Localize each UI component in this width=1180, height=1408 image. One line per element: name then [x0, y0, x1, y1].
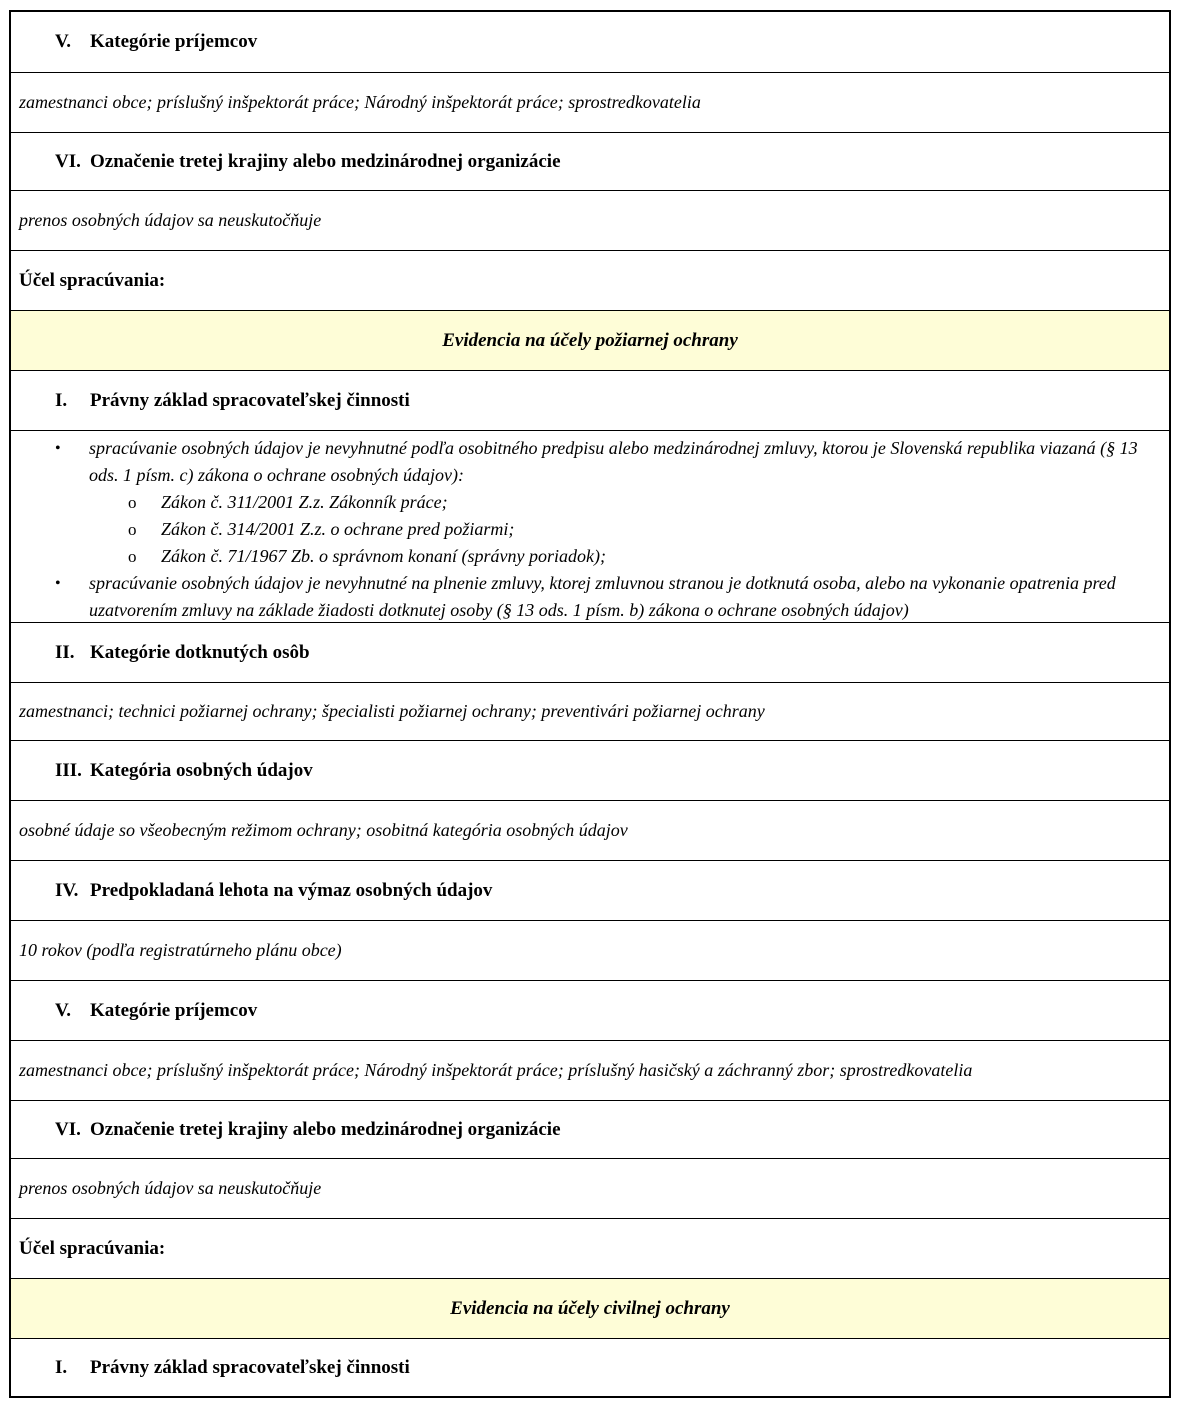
list-item-text: spracúvanie osobných údajov je nevyhnutné podľa osobitného predpisu alebo medzinárodnej zmluvy, ktorou je Slovenská republika viazaná (§ 13 ods. 1 písm. c) zákona o ochrane osobných údajov): [89, 438, 1138, 485]
section-title: Kategórie príjemcov [90, 999, 258, 1021]
section-title: Predpokladaná lehota na výmaz osobných údajov [90, 879, 493, 901]
section-text: zamestnanci; technici požiarnej ochrany; špecialisti požiarnej ochrany; preventivári požiarnej ochrany [19, 701, 765, 721]
recipients-value [11, 1040, 1169, 1100]
section-text: prenos osobných údajov sa neuskutočňuje [19, 1178, 322, 1198]
recipients-value [11, 72, 1169, 132]
sub-list-item [11, 489, 1169, 516]
purpose-label-row [11, 1218, 1169, 1278]
circle-bullet-icon: o [128, 547, 137, 566]
section-number: II. [55, 641, 75, 663]
bullet-icon: • [55, 575, 61, 592]
section-title: Právny základ spracovateľskej činnosti [90, 389, 410, 411]
section-text: osobné údaje so všeobecným režimom ochrany; osobitná kategória osobných údajov [19, 820, 628, 840]
purpose-title-row [11, 310, 1169, 370]
section-title: Kategórie dotknutých osôb [90, 641, 310, 663]
section-text: 10 rokov (podľa registratúrneho plánu obce) [19, 940, 342, 960]
circle-bullet-icon: o [128, 493, 137, 512]
section-text: prenos osobných údajov sa neuskutočňuje [19, 210, 322, 230]
purpose-title-row [11, 1278, 1169, 1338]
section-number: V. [55, 31, 72, 52]
section-text: zamestnanci obce; príslušný inšpektorát práce; Národný inšpektorát práce; sprostredkovatelia [19, 92, 701, 112]
purpose-label: Účel spracúvania: [19, 1237, 166, 1259]
section-title: Právny základ spracovateľskej činnosti [90, 1356, 410, 1378]
circle-bullet-icon: o [128, 520, 137, 539]
list-item [11, 570, 1169, 624]
section-title: Kategória osobných údajov [90, 759, 313, 781]
third-country-value [11, 190, 1169, 250]
sub-list-item-text: Zákon č. 314/2001 Z.z. o ochrane pred požiarmi; [161, 519, 515, 539]
processing-records-table [9, 10, 1171, 1398]
data-category-value [11, 800, 1169, 860]
section-heading-third-country [11, 132, 1169, 190]
purpose-label-row [11, 250, 1169, 310]
retention-value [11, 920, 1169, 980]
section-title: Označenie tretej krajiny alebo medzinárodnej organizácie [90, 150, 561, 172]
sub-list-item [11, 516, 1169, 543]
section-text: zamestnanci obce; príslušný inšpektorát práce; Národný inšpektorát práce; príslušný hasičský a záchranný zbor; sprostredkovatelia [19, 1060, 973, 1080]
section-heading-data-category [11, 740, 1169, 800]
section-number: VI. [55, 150, 81, 172]
section-heading-recipients [11, 980, 1169, 1040]
purpose-title: Evidencia na účely civilnej ochrany [450, 1297, 730, 1319]
section-number: V. [55, 999, 72, 1021]
section-heading-third-country [11, 1100, 1169, 1158]
sub-list-item [11, 543, 1169, 570]
legal-basis-list [11, 430, 1169, 622]
section-title: Označenie tretej krajiny alebo medzinárodnej organizácie [90, 1118, 561, 1140]
data-subjects-value [11, 682, 1169, 740]
section-number: III. [55, 759, 82, 781]
section-number: I. [55, 1356, 68, 1378]
section-number: VI. [55, 1118, 81, 1140]
list-item [11, 435, 1169, 489]
section-number: I. [55, 389, 68, 411]
section-heading-recipients [11, 12, 1169, 72]
section-title: Kategórie príjemcov [90, 31, 258, 52]
list-item-text: spracúvanie osobných údajov je nevyhnutné na plnenie zmluvy, ktorej zmluvnou stranou je dotknutá osoba, alebo na vykonanie opatrenia pred uzatvorením zmluvy na základe žiadosti dotknutej osoby (§ 13 ods. 1 písm. b) zákona o ochrane osobných údajov) [89, 573, 1116, 620]
section-heading-data-subjects [11, 622, 1169, 682]
purpose-label: Účel spracúvania: [19, 269, 166, 291]
section-heading-legal-basis [11, 370, 1169, 430]
section-heading-legal-basis [11, 1338, 1169, 1396]
bullet-icon: • [55, 440, 61, 457]
section-number: IV. [55, 879, 79, 901]
sub-list-item-text: Zákon č. 71/1967 Zb. o správnom konaní (správny poriadok); [161, 546, 606, 566]
third-country-value [11, 1158, 1169, 1218]
section-heading-retention [11, 860, 1169, 920]
purpose-title: Evidencia na účely požiarnej ochrany [442, 329, 738, 351]
sub-list-item-text: Zákon č. 311/2001 Z.z. Zákonník práce; [161, 492, 448, 512]
